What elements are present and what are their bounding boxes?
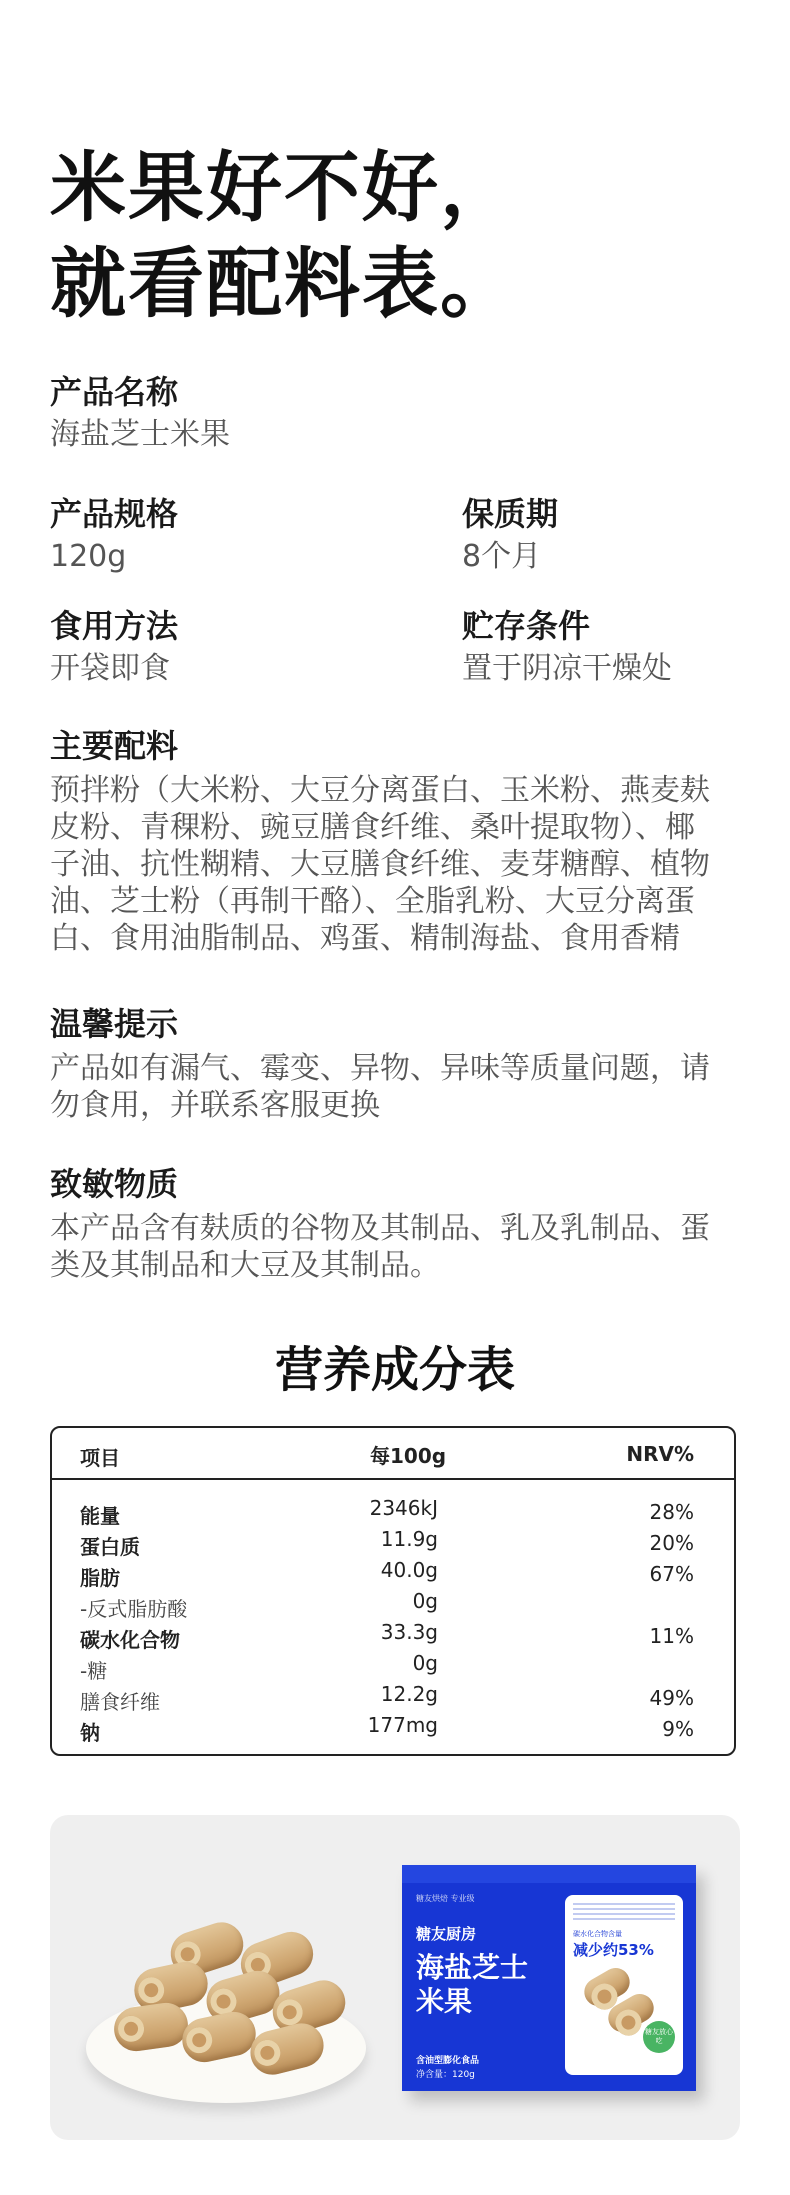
- allergens-line: 本产品含有麸质的谷物及其制品、乳及乳制品、蛋: [50, 1211, 710, 1246]
- shelf-life-label: 保质期: [462, 495, 559, 533]
- usage-field: [50, 606, 178, 688]
- allergens-line: 类及其制品和大豆及其制品。: [50, 1248, 440, 1283]
- product-name-label: 产品名称: [50, 373, 179, 411]
- nutrition-title: 营养成分表: [274, 1342, 515, 1398]
- row-per: 11.9g: [380, 1527, 438, 1551]
- row-per: 33.3g: [380, 1620, 438, 1644]
- ingredients-line: 油、芝士粉（再制干酪）、全脂乳粉、大豆分离蛋: [50, 884, 695, 919]
- row-nrv: 9%: [662, 1717, 694, 1741]
- package-claim-panel: [565, 1895, 683, 2075]
- ingredients-line: 子油、抗性糊精、大豆膳食纤维、麦芽糖醇、植物: [50, 847, 710, 882]
- headline-line-1: 米果好不好，: [50, 143, 518, 232]
- row-item: 膳食纤维: [80, 1690, 160, 1714]
- tips-text: [50, 1050, 742, 1124]
- package-top-tag: 糖友烘焙 专业级: [416, 1894, 475, 1903]
- claim-small-text: 碳水化合物含量: [573, 1930, 622, 1938]
- row-item: -反式脂肪酸: [80, 1597, 188, 1621]
- ingredients-text: [50, 772, 742, 957]
- row-nrv: 11%: [649, 1624, 694, 1648]
- claim-big-text: 减少约53%: [573, 1941, 654, 1959]
- row-per: 0g: [412, 1589, 438, 1613]
- header-item: 项目: [80, 1446, 120, 1470]
- storage-field: [462, 606, 672, 688]
- package-fine-print: [573, 1903, 675, 1921]
- package-type: 含油型膨化食品: [416, 2056, 480, 2066]
- package-name-line-2: 米果: [416, 1985, 473, 2018]
- product-image-card: [50, 1815, 740, 2140]
- ingredients-label: 主要配料: [50, 727, 179, 765]
- badge-icon: 糖友放心吃: [643, 2021, 675, 2053]
- row-nrv: 28%: [649, 1500, 694, 1524]
- shelf-life-field: [462, 494, 558, 576]
- header-per-100g: 每100g: [370, 1444, 447, 1468]
- tips-line: 勿食用，并联系客服更换: [50, 1088, 380, 1123]
- row-item: 蛋白质: [80, 1535, 140, 1559]
- row-per: 40.0g: [380, 1558, 438, 1582]
- ingredients-line: 皮粉、青稞粉、豌豆膳食纤维、桑叶提取物）、椰: [50, 810, 695, 845]
- nutrition-header-row: [52, 1428, 734, 1480]
- ingredients-line: 白、食用油脂制品、鸡蛋、精制海盐、食用香精: [50, 921, 680, 956]
- row-nrv: 20%: [649, 1531, 694, 1555]
- spec-label: 产品规格: [50, 495, 179, 533]
- package-net-weight: 净含量：120g: [416, 2070, 475, 2080]
- spec-field: [50, 494, 178, 576]
- headline-line-2: 就看配料表。: [50, 239, 518, 328]
- allergens-field: [50, 1164, 742, 1284]
- storage-label: 贮存条件: [462, 607, 591, 645]
- ingredients-field: [50, 726, 742, 957]
- row-item: 钠: [80, 1721, 100, 1745]
- row-per: 0g: [412, 1651, 438, 1675]
- headline: [50, 140, 750, 332]
- tips-line: 产品如有漏气、霉变、异物、异味等质量问题，请: [50, 1051, 710, 1086]
- header-nrv: NRV%: [626, 1442, 694, 1466]
- allergens-text: [50, 1210, 742, 1284]
- package-brand: 糖友厨房: [416, 1925, 477, 1943]
- product-name-value: 海盐芝士米果: [50, 417, 230, 452]
- row-per: 12.2g: [380, 1682, 438, 1706]
- storage-value: 置于阴凉干燥处: [462, 651, 672, 686]
- row-item: 脂肪: [80, 1566, 120, 1590]
- row-nrv: 67%: [649, 1562, 694, 1586]
- product-package-image: [402, 1865, 696, 2091]
- shelf-life-value: 8个月: [462, 539, 542, 574]
- row-per: 2346kJ: [369, 1496, 438, 1520]
- tips-field: [50, 1004, 742, 1124]
- row-item: -糖: [80, 1659, 108, 1683]
- row-nrv: 49%: [649, 1686, 694, 1710]
- usage-value: 开袋即食: [50, 651, 170, 686]
- row-item: 碳水化合物: [80, 1628, 180, 1652]
- ingredients-line: 预拌粉（大米粉、大豆分离蛋白、玉米粉、燕麦麸: [50, 773, 710, 808]
- package-name-line-1: 海盐芝士: [416, 1951, 529, 1984]
- nutrition-table: [50, 1426, 736, 1756]
- tips-label: 温馨提示: [50, 1005, 179, 1043]
- row-per: 177mg: [367, 1713, 438, 1737]
- product-name-field: [50, 372, 230, 454]
- allergens-label: 致敏物质: [50, 1165, 179, 1203]
- row-item: 能量: [80, 1504, 120, 1528]
- spec-value: 120g: [50, 539, 127, 574]
- usage-label: 食用方法: [50, 607, 179, 645]
